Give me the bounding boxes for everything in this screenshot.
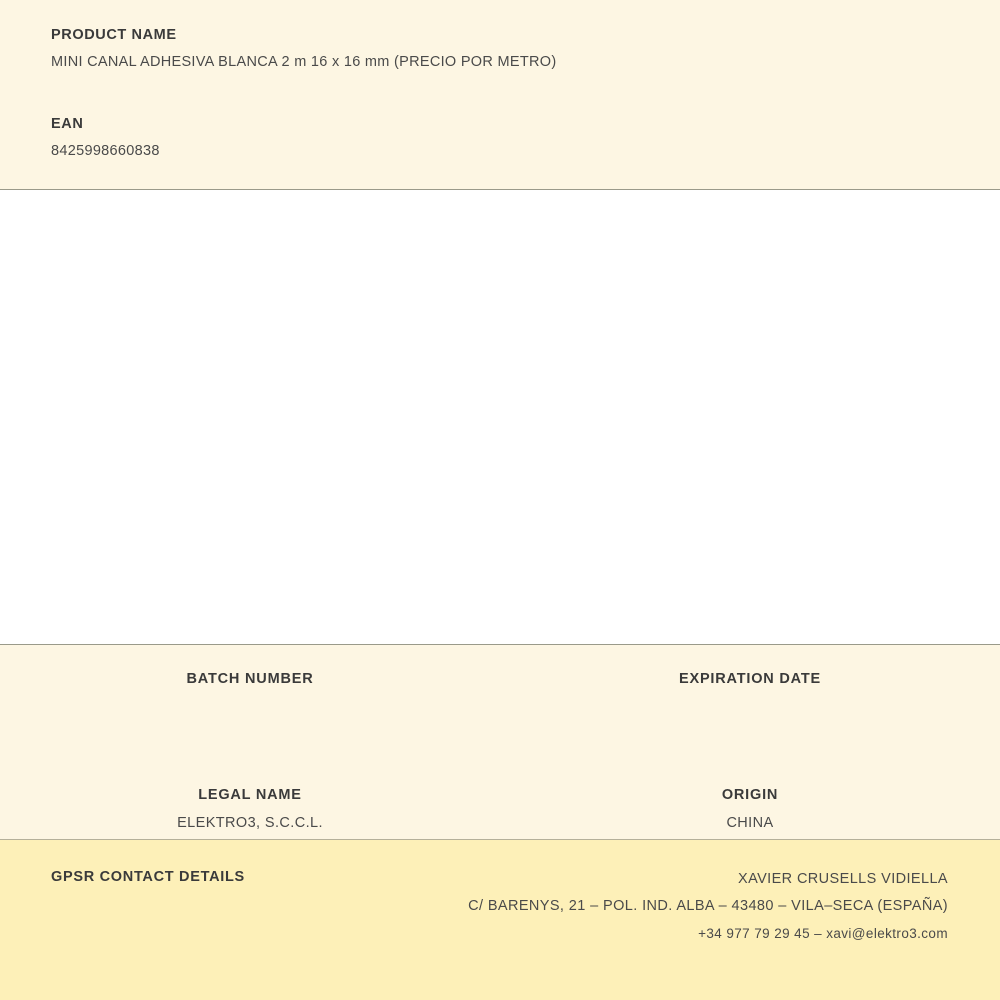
origin-block bbox=[500, 785, 1000, 833]
origin-label: ORIGIN bbox=[721, 787, 779, 803]
ean-label: EAN bbox=[51, 116, 84, 132]
batch-origin-section bbox=[0, 645, 1000, 840]
batch-expiration-row bbox=[0, 669, 1000, 717]
expiration-date-label: EXPIRATION DATE bbox=[679, 671, 821, 687]
gpsr-contact-details bbox=[468, 866, 948, 947]
product-info-section bbox=[0, 0, 1000, 190]
section-spacer bbox=[0, 717, 1000, 785]
gpsr-contact-label: GPSR CONTACT DETAILS bbox=[51, 869, 245, 885]
product-name-block bbox=[0, 24, 1000, 73]
legal-name-value: ELEKTRO3, S.C.C.L. bbox=[177, 815, 323, 831]
expiration-date-value bbox=[500, 697, 1000, 717]
legal-origin-row bbox=[0, 785, 1000, 833]
batch-number-label: BATCH NUMBER bbox=[186, 671, 314, 687]
origin-value: CHINA bbox=[726, 815, 774, 831]
ean-block bbox=[0, 113, 1000, 162]
contact-phone-email: +34 977 79 29 45 – xavi@elektro3.com bbox=[698, 926, 948, 941]
ean-value: 8425998660838 bbox=[51, 143, 160, 159]
product-name-value: MINI CANAL ADHESIVA BLANCA 2 m 16 x 16 mm (PRECIO POR METRO) bbox=[51, 54, 557, 70]
gpsr-contact-section bbox=[0, 840, 1000, 1000]
contact-name: XAVIER CRUSELLS VIDIELLA bbox=[738, 871, 948, 887]
product-name-label: PRODUCT NAME bbox=[51, 27, 177, 43]
contact-address: C/ BARENYS, 21 – POL. IND. ALBA – 43480 – VILA–SECA (ESPAÑA) bbox=[468, 898, 948, 914]
product-image-area bbox=[0, 190, 1000, 645]
legal-name-label: LEGAL NAME bbox=[198, 787, 302, 803]
legal-name-block bbox=[0, 785, 500, 833]
expiration-date-block bbox=[500, 669, 1000, 717]
batch-number-block bbox=[0, 669, 500, 717]
batch-number-value bbox=[0, 697, 500, 717]
